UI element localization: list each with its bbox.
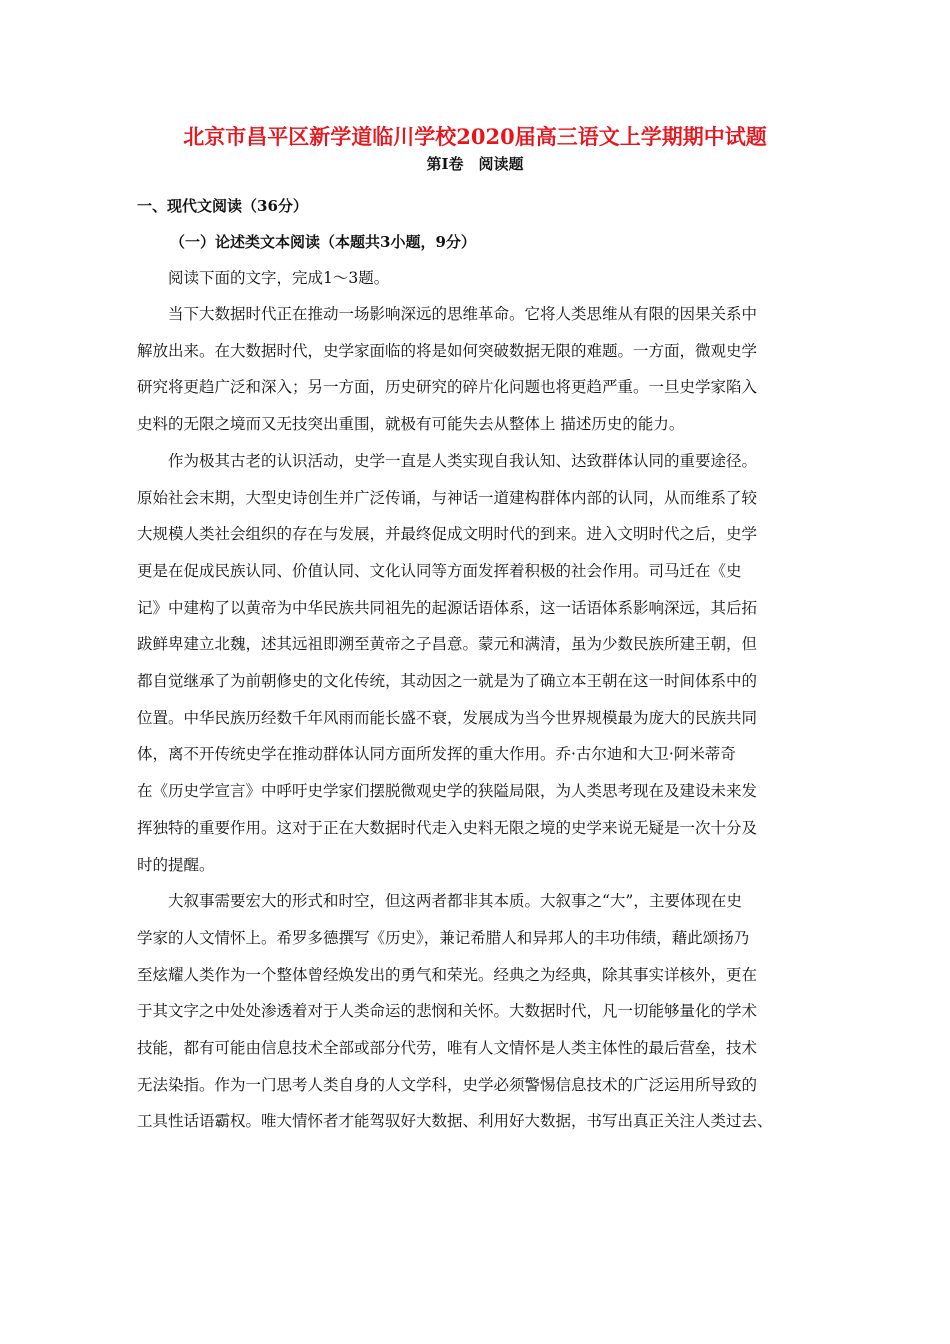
paragraph-line: 史料的无限之境而又无技突出重围，就极有可能失去从整体上 描述历史的能力。 [137, 415, 685, 434]
paragraph-line: 研究将更趋广泛和深入；另一方面，历史研究的碎片化问题也将更趋严重。一旦史学家陷入 [137, 378, 758, 397]
document-title: 北京市昌平区新学道临川学校2020届高三语文上学期期中试题 [183, 124, 767, 149]
paragraph-line: 技能，都有可能由信息技术全部或部分代劳，唯有人文情怀是人类主体性的最后营垒，技术 [137, 1039, 758, 1058]
volume-title: 第Ⅰ卷 阅读题 [426, 155, 524, 173]
paragraph-line: 于其文字之中处处渗透着对于人类命运的悲悯和关怀。大数据时代，凡一切能够量化的学术 [137, 1002, 758, 1021]
passage-paragraph [137, 296, 813, 443]
paragraph-line: 无法染指。作为一门思考人类自身的人文学科，史学必须警惕信息技术的广泛运用所导致的 [137, 1075, 758, 1094]
paragraph-line: 大规模人类社会组织的存在与发展，并最终促成文明时代的到来。进入文明时代之后，史学 [137, 525, 758, 544]
paragraph-line: 时的提醒。 [137, 855, 215, 874]
paragraph-line: 学家的人文情怀上。希罗多德撰写《历史》，兼记希腊人和异邦人的丰功伟绩，藉此颂扬乃 [137, 928, 750, 947]
paragraph-line: 原始社会末期，大型史诗创生并广泛传诵，与神话一道建构群体内部的认同，从而维系了较 [137, 488, 758, 507]
paragraph-line: 解放出来。在大数据时代，史学家面临的将是如何突破数据无限的难题。一方面，微观史学 [137, 341, 758, 360]
passage-body [137, 296, 813, 1140]
paragraph-line: 工具性话语霸权。唯大情怀者才能驾驭好大数据、利用好大数据，书写出真正关注人类过去、 [137, 1112, 773, 1131]
paragraph-line: 当下大数据时代正在推动一场影响深远的思维革命。它将人类思维从有限的因果关系中 [168, 305, 758, 323]
paragraph-line: 挥独特的重要作用。这对于正在大数据时代走入史料无限之境的史学来说无疑是一次十分及 [137, 818, 758, 837]
paragraph-line: 作为极其古老的认识活动，史学一直是人类实现自我认知、达致群体认同的重要途径。 [168, 451, 758, 470]
paragraph-line: 跋鲜卑建立北魏，述其远祖即溯至黄帝之子昌意。蒙元和满清，虽为少数民族所建王朝，但 [137, 635, 758, 654]
paragraph-line: 都自觉继承了为前朝修史的文化传统，其动因之一就是为了确立本王朝在这一时间体系中的 [137, 672, 758, 691]
subsection-heading: （一）论述类文本阅读（本题共3小题，9分） [170, 233, 476, 251]
passage-paragraph [137, 443, 813, 883]
passage-paragraph [137, 883, 813, 1140]
paragraph-line: 至炫耀人类作为一个整体曾经焕发出的勇气和荣光。经典之为经典，除其事实详核外，更在 [137, 965, 758, 984]
paragraph-line: 记》中建构了以黄帝为中华民族共同祖先的起源话语体系，这一话语体系影响深远，其后拓 [137, 598, 758, 617]
paragraph-line: 位置。中华民族历经数千年风雨而能长盛不衰，发展成为当今世界规模最为庞大的民族共同 [137, 708, 758, 727]
paragraph-line: 体，离不开传统史学在推动群体认同方面所发挥的重大作用。乔·古尔迪和大卫·阿米蒂奇 [137, 745, 736, 764]
paragraph-line: 大叙事需要宏大的形式和时空，但这两者都非其本质。大叙事之“大”，主要体现在史 [168, 892, 742, 911]
section-heading: 一、现代文阅读（36分） [137, 197, 308, 215]
paragraph-line: 在《历史学宣言》中呼吁史学家们摆脱微观史学的狭隘局限，为人类思考现在及建设未来发 [137, 782, 758, 801]
reading-instruction: 阅读下面的文字，完成1～3题。 [168, 269, 390, 287]
paragraph-line: 更是在促成民族认同、价值认同、文化认同等方面发挥着积极的社会作用。司马迁在《史 [137, 561, 742, 580]
